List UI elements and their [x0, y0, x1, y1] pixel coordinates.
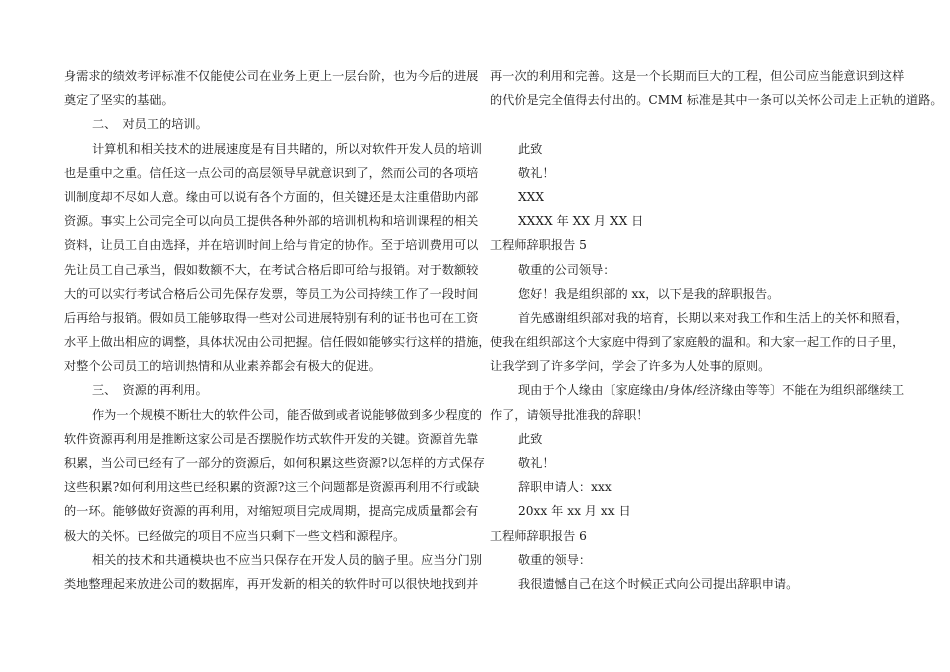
text-line: 大的可以实行考试合格后公司先保存发票，等员工为公司持续工作了一段时间 [64, 286, 479, 301]
text-line: 的代价是完全值得去付出的。CMM 标准是其中一条可以关怀公司走上正轨的道路。 [490, 93, 943, 108]
paragraph-start: 首先感谢组织部对我的培育，长期以来对我工作和生活上的关怀和照看， [518, 310, 908, 325]
paragraph-start: 作为一个规模不断壮大的软件公司，能否做到或者说能够做到多少程度的 [92, 407, 482, 422]
text-line: 作了，请领导批准我的辞职！ [490, 407, 649, 422]
text-line: 也是重中之重。信任这一点公司的高层领导早就意识到了，然而公司的各项培 [64, 165, 479, 180]
text-line: 软件资源再利用是推断这家公司是否摆脱作坊式软件开发的关键。资源首先靠 [64, 431, 479, 446]
text-line: 资源。事实上公司完全可以向员工提供各种外部的培训机构和培训课程的相关 [64, 214, 479, 229]
text-line: 水平上做出相应的调整，具体状况由公司把握。信任假如能够实行这样的措施， [64, 335, 491, 350]
paragraph-start: 计算机和相关技术的进展速度是有目共睹的，所以对软件开发人员的培训 [92, 141, 482, 156]
text-line: 对整个公司员工的培训热情和从业素养都会有极大的促进。 [64, 359, 381, 374]
text-line: 这些积累?如何利用这些已经积累的资源?这三个问题都是资源再利用不行或缺 [64, 480, 480, 495]
right-column [490, 64, 943, 596]
signature-date: 20xx 年 xx 月 xx 日 [518, 504, 631, 519]
text-line: 的一环。能够做好资源的再利用，对缩短项目完成周期，提高完成质量都会有 [64, 504, 479, 519]
text-line: 奠定了坚实的基础。 [64, 93, 174, 108]
section-heading-resource-reuse: 三、 资源的再利用。 [92, 383, 208, 398]
closing-salutation: 此致 [518, 141, 543, 156]
closing-salutation: 此致 [518, 431, 543, 446]
text-line: 使我在组织部这个大家庭中得到了家庭般的温和。和大家一起工作的日子里， [490, 335, 905, 350]
greeting: 敬重的公司领导： [518, 262, 616, 277]
signature-name: XXX [518, 189, 545, 204]
signature-name: 辞职申请人：xxx [518, 480, 612, 495]
text-line: 后再给与报销。假如员工能够取得一些对公司进展特别有利的证书也可在工资 [64, 310, 479, 325]
paragraph-start: 我很遗憾自己在这个时候正式向公司提出辞职申请。 [518, 576, 799, 591]
text-line: 让我学到了许多学问，学会了许多为人处事的原则。 [490, 359, 771, 374]
paragraph-start: 现由于个人缘由〔家庭缘由/身体/经济缘由等等〕不能在为组织部继续工 [518, 383, 905, 398]
signature-date: XXXX 年 XX 月 XX 日 [518, 214, 644, 229]
paragraph-start: 相关的技术和共通模块也不应当只保存在开发人员的脑子里。应当分门别 [92, 552, 482, 567]
paragraph-start: 您好！我是组织部的 xx，以下是我的辞职报告。 [518, 286, 780, 301]
greeting: 敬重的领导： [518, 552, 592, 567]
section-heading-training: 二、 对员工的培训。 [92, 117, 208, 132]
text-line: 先让员工自己承当，假如数额不大，在考试合格后即可给与报销。对于数额较 [64, 262, 479, 277]
text-line: 类地整理起来放进公司的数据库，再开发新的相关的软件时可以很快地找到并 [64, 576, 479, 591]
left-column [64, 64, 491, 596]
report-title: 工程师辞职报告 5 [490, 238, 587, 253]
text-line: 身需求的绩效考评标准不仅能使公司在业务上更上一层台阶，也为今后的进展 [64, 69, 479, 83]
report-title: 工程师辞职报告 6 [490, 528, 587, 543]
text-line: 极大的关怀。已经做完的项目不应当只剩下一些文档和源程序。 [64, 528, 406, 543]
text-line: 积累，当公司已经有了一部分的资源后，如何积累这些资源?以怎样的方式保存 [64, 456, 485, 470]
closing-regards: 敬礼！ [518, 456, 555, 470]
closing-regards: 敬礼！ [518, 165, 555, 180]
text-line: 训制度却不尽如人意。缘由可以说有各个方面的，但关键还是太注重借助内部 [64, 189, 479, 204]
text-line: 资料，让员工自由选择，并在培训时间上给与肯定的协作。至于培训费用可以 [64, 238, 479, 253]
blank-line [490, 112, 890, 136]
text-line: 再一次的利用和完善。这是一个长期而巨大的工程，但公司应当能意识到这样 [490, 69, 905, 83]
